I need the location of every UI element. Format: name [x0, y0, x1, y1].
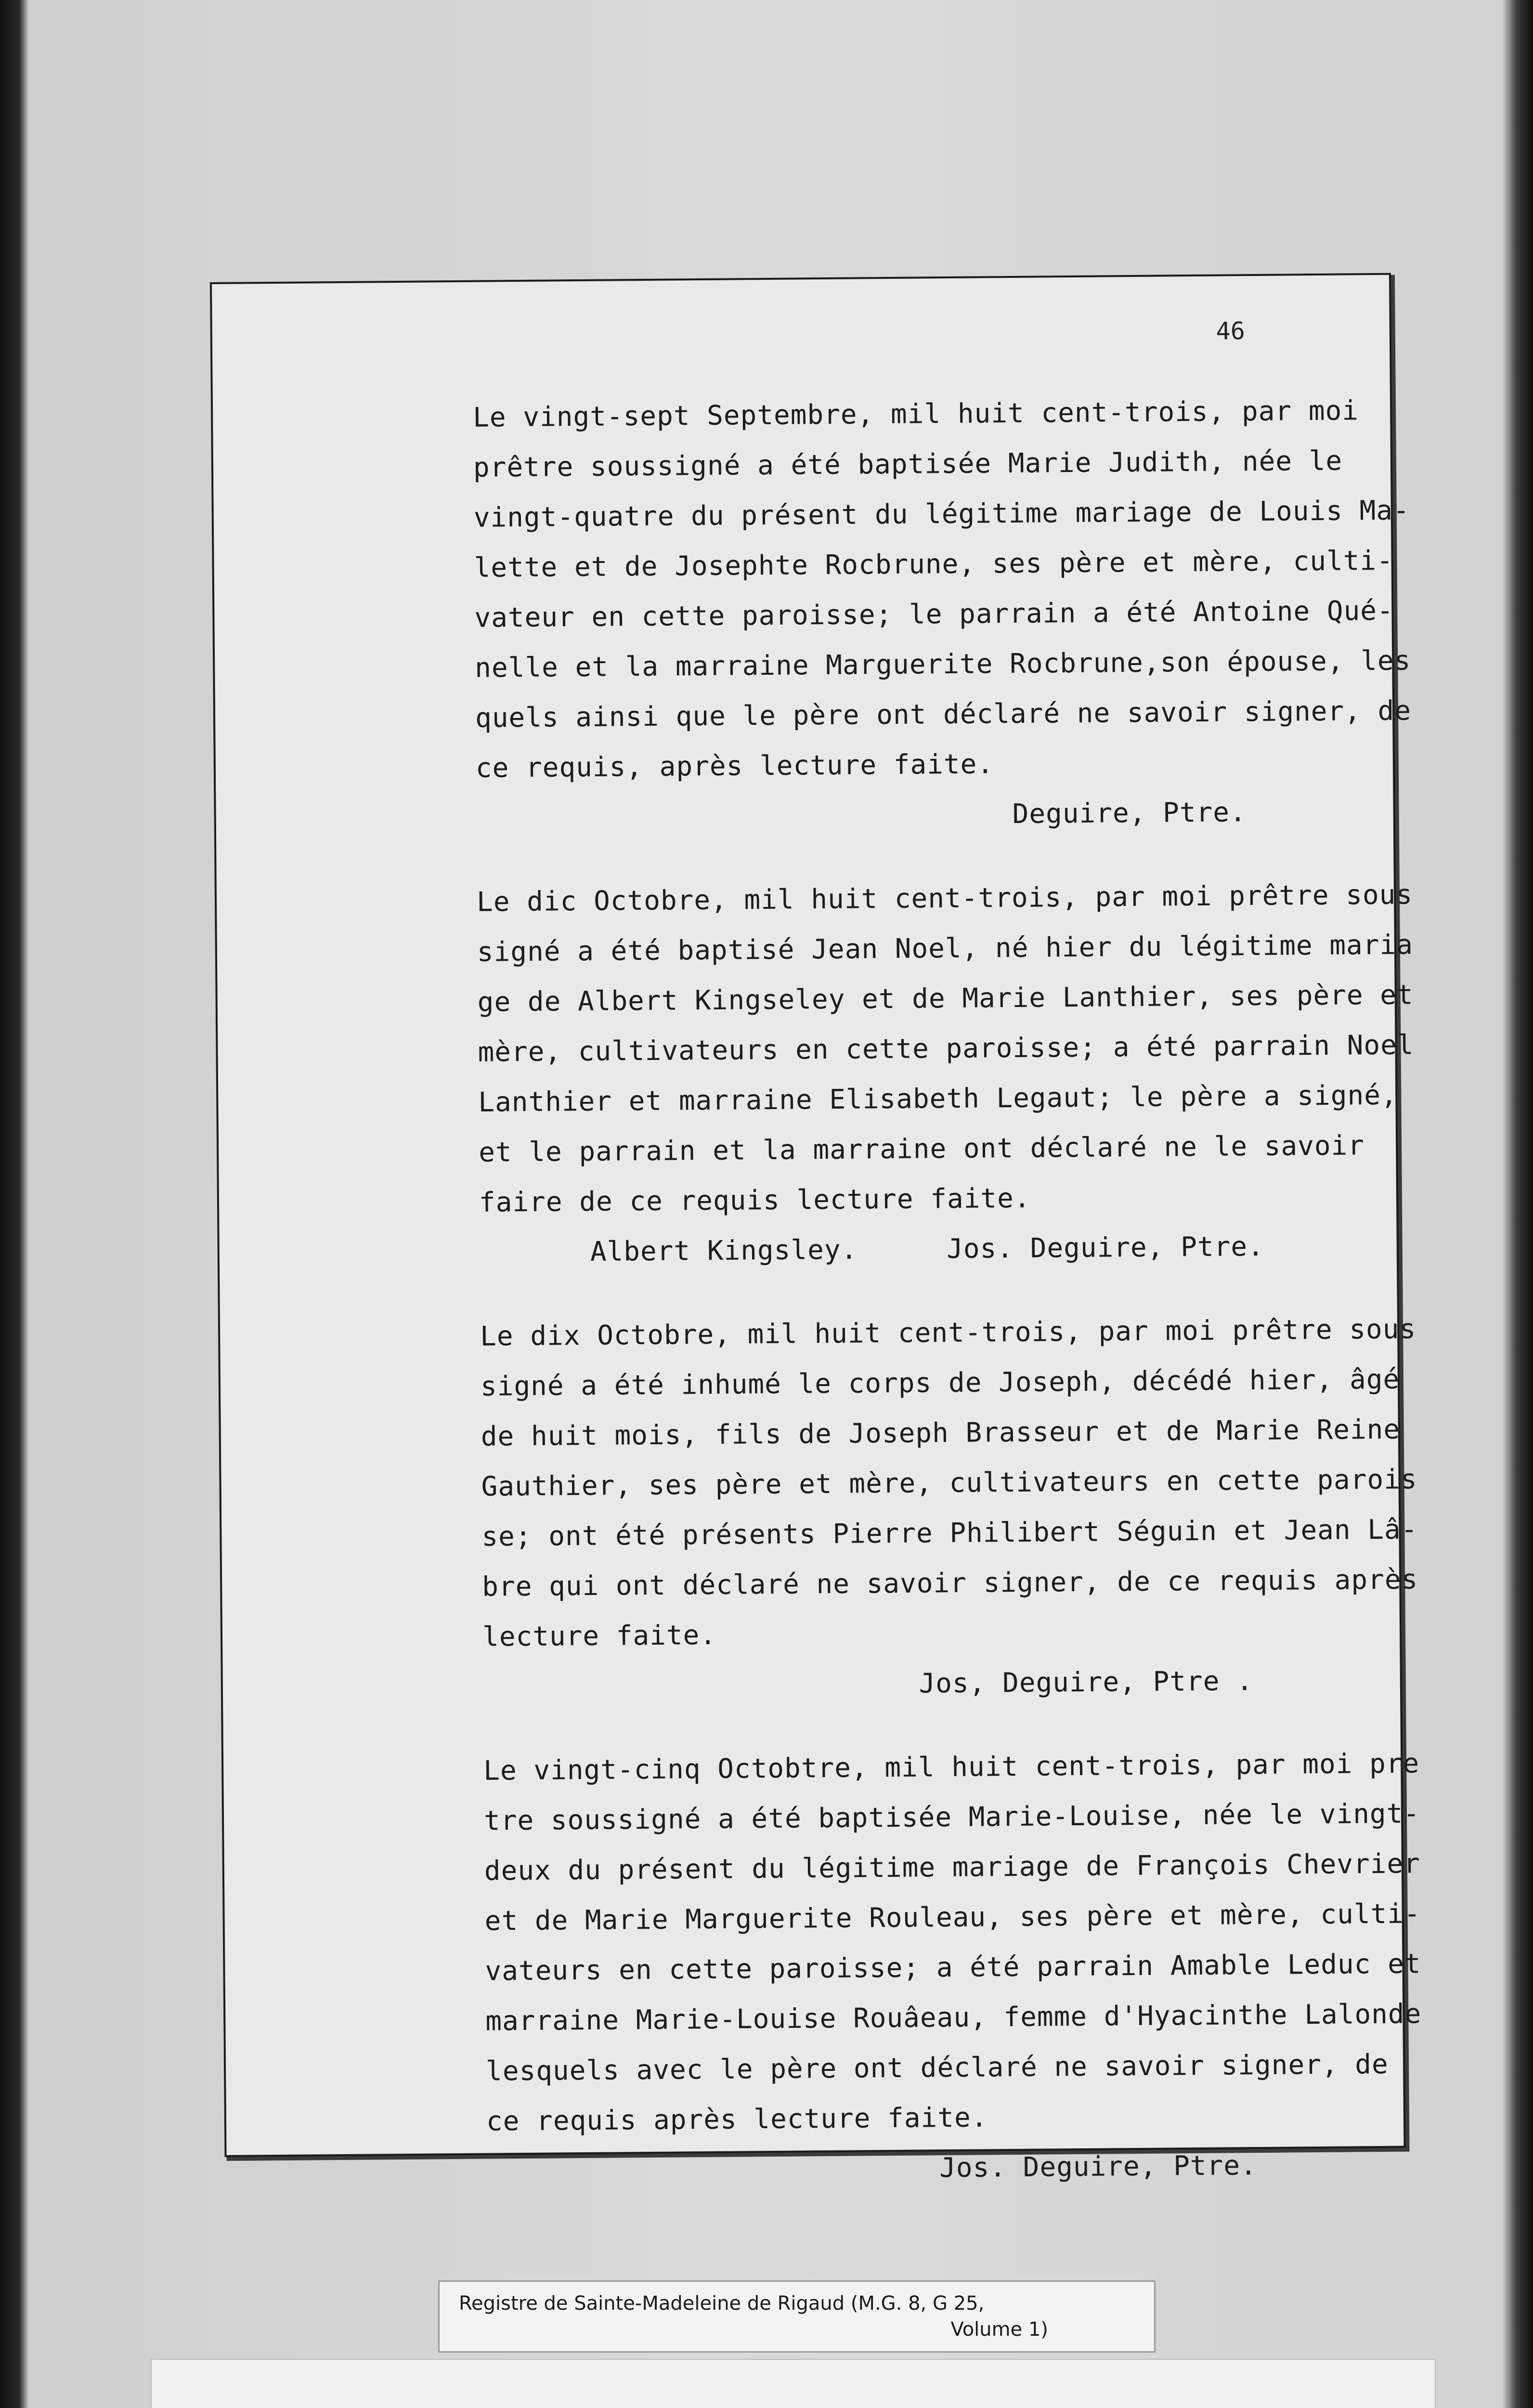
- signature-row: [479, 1221, 1322, 1278]
- text-line: Gauthier, ses père et mère, cultivateurs en cette parois: [481, 1464, 1417, 1503]
- register-page: [212, 275, 1422, 2184]
- text-line: mère, cultivateurs en cette paroisse; a été parrain Noel: [478, 1029, 1414, 1068]
- text-line: vateurs en cette paroisse; a été parrain Amable Leduc et: [485, 1948, 1421, 1987]
- text-line: deux du présent du légitime mariage de François Chevrier: [484, 1848, 1421, 1887]
- signature: Deguire, Ptre.: [1012, 797, 1247, 830]
- text-line: et le parrain et la marraine ont déclaré ne le savoir: [478, 1130, 1365, 1168]
- text-line: vingt-quatre du présent du légitime mariage de Louis Ma-: [473, 495, 1410, 534]
- text-line: Le dix Octobre, mil huit cent-trois, par moi prêtre sous: [480, 1313, 1416, 1352]
- text-line: quels ainsi que le père ont déclaré ne savoir signer, de: [475, 695, 1412, 734]
- text-line: Le vingt-sept Septembre, mil huit cent-trois, par moi: [472, 395, 1359, 433]
- register-text: [472, 386, 1422, 2231]
- entry-burial-joseph: [480, 1305, 1418, 1713]
- archives-card: [152, 2360, 1435, 2408]
- signature-right: Jos. Deguire, Ptre.: [946, 1230, 1265, 1265]
- text-line: signé a été baptisé Jean Noel, né hier du légitime maria: [477, 929, 1414, 968]
- text-line: Lanthier et marraine Elisabeth Legaut; le père a signé,: [478, 1079, 1398, 1118]
- text-line: ce requis après lecture faite.: [486, 2102, 988, 2137]
- text-line: de huit mois, fils de Joseph Brasseur et de Marie Reine: [481, 1413, 1401, 1453]
- signature: Jos, Deguire, Ptre .: [919, 1665, 1254, 1700]
- label-line-1: Registre de Sainte-Madeleine de Rigaud (M.G. 8, G 25,: [459, 2292, 985, 2315]
- text-line: tre soussigné a été baptisée Marie-Louise, née le vingt-: [483, 1798, 1420, 1837]
- text-line: lesquels avec le père ont déclaré ne savoir signer, de: [485, 2048, 1389, 2087]
- text-line: vateur en cette paroisse; le parrain a été Antoine Qué-: [474, 595, 1394, 634]
- signature-left: Albert Kingsley.: [590, 1234, 858, 1268]
- page-number: 46: [1216, 317, 1246, 345]
- text-line: Le vingt-cinq Octobtre, mil huit cent-trois, par moi pre: [483, 1748, 1420, 1787]
- text-line: ce requis, après lecture faite.: [475, 748, 994, 784]
- text-line: se; ont été présents Pierre Philibert Séguin et Jean Lâ-: [481, 1514, 1418, 1553]
- text-line: Le dic Octobre, mil huit cent-trois, par moi prêtre sous: [476, 879, 1413, 918]
- entry-baptism-marie-louise: [483, 1740, 1422, 2197]
- text-line: nelle et la marraine Marguerite Rocbrune,son épouse, les: [475, 645, 1411, 684]
- text-line: bre qui ont déclaré ne savoir signer, de ce requis après: [482, 1564, 1418, 1603]
- register-label: [438, 2280, 1156, 2353]
- text-line: signé a été inhumé le corps de Joseph, décédé hier, âgé: [480, 1363, 1400, 1402]
- text-line: lette et de Josephte Rocbrune, ses père et mère, culti-: [474, 545, 1394, 584]
- label-line-2: Volume 1): [950, 2318, 1048, 2341]
- entry-baptism-marie-judith: [472, 386, 1412, 844]
- text-line: ge de Albert Kingseley et de Marie Lanthier, ses père et: [477, 979, 1414, 1018]
- text-line: faire de ce requis lecture faite.: [479, 1182, 1031, 1218]
- text-line: prêtre soussigné a été baptisée Marie Judith, née le: [473, 445, 1343, 484]
- text-line: et de Marie Marguerite Rouleau, ses père et mère, culti-: [484, 1898, 1421, 1937]
- signature: Jos. Deguire, Ptre.: [939, 2150, 1258, 2184]
- text-line: lecture faite.: [482, 1619, 717, 1653]
- entry-baptism-jean-noel: [476, 871, 1414, 1278]
- text-line: marraine Marie-Louise Rouâeau, femme d'Hyacinthe Lalonde: [485, 1998, 1422, 2037]
